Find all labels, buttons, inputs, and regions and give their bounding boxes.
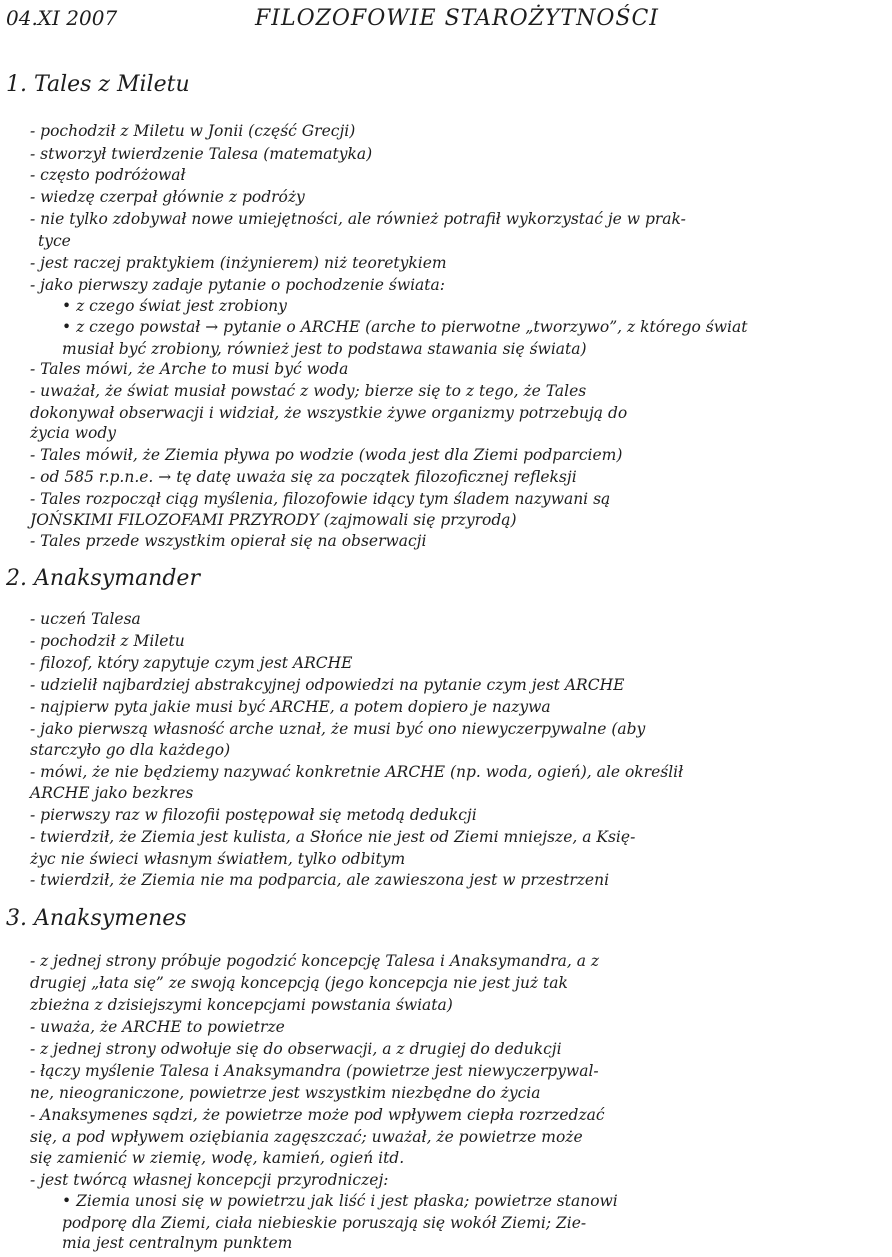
note-line: - uczeń Talesa <box>30 610 141 628</box>
note-line: podporę dla Ziemi, ciała niebieskie poruszają się wokół Ziemi; Zie- <box>62 1214 587 1232</box>
note-line: drugiej „łata się” ze swoją koncepcją (jego koncepcja nie jest już tak <box>30 974 568 992</box>
section-heading: 1. Tales z Miletu <box>6 72 190 97</box>
note-line: • Ziemia unosi się w powietrzu jak liść i jest płaska; powietrze stanowi <box>62 1192 618 1210</box>
note-line: - mówi, że nie będziemy nazywać konkretnie ARCHE (np. woda, ogień), ale określił <box>30 763 684 781</box>
page-title: FILOZOFOWIE STAROŻYTNOŚCI <box>255 6 659 31</box>
note-line: - pochodził z Miletu w Jonii (część Grecji) <box>30 122 356 140</box>
note-line: - nie tylko zdobywał nowe umiejętności, ale również potrafił wykorzystać je w prak- <box>30 210 686 228</box>
note-line: - pierwszy raz w filozofii postępował się metodą dedukcji <box>30 806 477 824</box>
section-heading: 2. Anaksymander <box>6 566 200 591</box>
note-line: się zamienić w ziemię, wodę, kamień, ogień itd. <box>30 1149 405 1167</box>
note-line: musiał być zrobiony, również jest to podstawa stawania się świata) <box>62 340 587 358</box>
note-line: - twierdził, że Ziemia jest kulista, a Słońce nie jest od Ziemi mniejsze, a Księ- <box>30 828 636 846</box>
note-line: - wiedzę czerpał głównie z podróży <box>30 188 305 206</box>
note-line: • z czego świat jest zrobiony <box>62 297 287 315</box>
note-line: - z jednej strony odwołuje się do obserwacji, a z drugiej do dedukcji <box>30 1040 562 1058</box>
note-line: zbieżna z dzisiejszymi koncepcjami powstania świata) <box>30 996 453 1014</box>
note-line: - uważał, że świat musiał powstać z wody; bierze się to z tego, że Tales <box>30 382 587 400</box>
note-line: - twierdził, że Ziemia nie ma podparcia, ale zawieszona jest w przestrzeni <box>30 871 610 889</box>
note-line: mia jest centralnym punktem <box>62 1234 293 1252</box>
note-line: starczyło go dla każdego) <box>30 741 231 759</box>
note-line: - jest twórcą własnej koncepcji przyrodniczej: <box>30 1171 389 1189</box>
note-line: - Anaksymenes sądzi, że powietrze może pod wpływem ciepła rozrzedzać <box>30 1106 605 1124</box>
note-line: ARCHE jako bezkres <box>30 784 194 802</box>
note-line: ne, nieograniczone, powietrze jest wszystkim niezbędne do życia <box>30 1084 541 1102</box>
note-line: - stworzył twierdzenie Talesa (matematyka) <box>30 145 373 163</box>
note-line: życ nie świeci własnym światłem, tylko odbitym <box>30 850 406 868</box>
note-line: - najpierw pyta jakie musi być ARCHE, a potem dopiero je nazywa <box>30 698 551 716</box>
note-line: się, a pod wpływem oziębiania zagęszczać; uważał, że powietrze może <box>30 1128 583 1146</box>
note-line: - często podróżował <box>30 166 186 184</box>
note-line: - Tales przede wszystkim opierał się na obserwacji <box>30 532 427 550</box>
note-line: - jako pierwszą własność arche uznał, że musi być ono niewyczerpywalne (aby <box>30 720 646 738</box>
note-line: - łączy myślenie Talesa i Anaksymandra (powietrze jest niewyczerpywal- <box>30 1062 599 1080</box>
note-line: - udzielił najbardziej abstrakcyjnej odpowiedzi na pytanie czym jest ARCHE <box>30 676 625 694</box>
section-heading: 3. Anaksymenes <box>6 906 187 931</box>
note-line: - Tales rozpoczął ciąg myślenia, filozofowie idący tym śladem nazywani są <box>30 490 611 508</box>
note-line: - filozof, który zapytuje czym jest ARCHE <box>30 654 353 672</box>
note-line: • z czego powstał → pytanie o ARCHE (arche to pierwotne „tworzywo”, z którego świat <box>62 318 748 336</box>
note-line: tyce <box>38 232 71 250</box>
note-line: życia wody <box>30 424 117 442</box>
note-line: - jako pierwszy zadaje pytanie o pochodzenie świata: <box>30 276 445 294</box>
note-line: - uważa, że ARCHE to powietrze <box>30 1018 285 1036</box>
note-line: JOŃSKIMI FILOZOFAMI PRZYRODY (zajmowali się przyrodą) <box>30 511 517 529</box>
note-line: - pochodził z Miletu <box>30 632 185 650</box>
note-line: - Tales mówił, że Ziemia pływa po wodzie (woda jest dla Ziemi podparciem) <box>30 446 623 464</box>
note-date: 04.XI 2007 <box>6 6 118 30</box>
note-line: dokonywał obserwacji i widział, że wszystkie żywe organizmy potrzebują do <box>30 404 628 422</box>
note-line: - jest raczej praktykiem (inżynierem) niż teoretykiem <box>30 254 447 272</box>
note-line: - od 585 r.p.n.e. → tę datę uważa się za początek filozoficznej refleksji <box>30 468 577 486</box>
note-line: - Tales mówi, że Arche to musi być woda <box>30 360 349 378</box>
note-line: - z jednej strony próbuje pogodzić koncepcję Talesa i Anaksymandra, a z <box>30 952 600 970</box>
